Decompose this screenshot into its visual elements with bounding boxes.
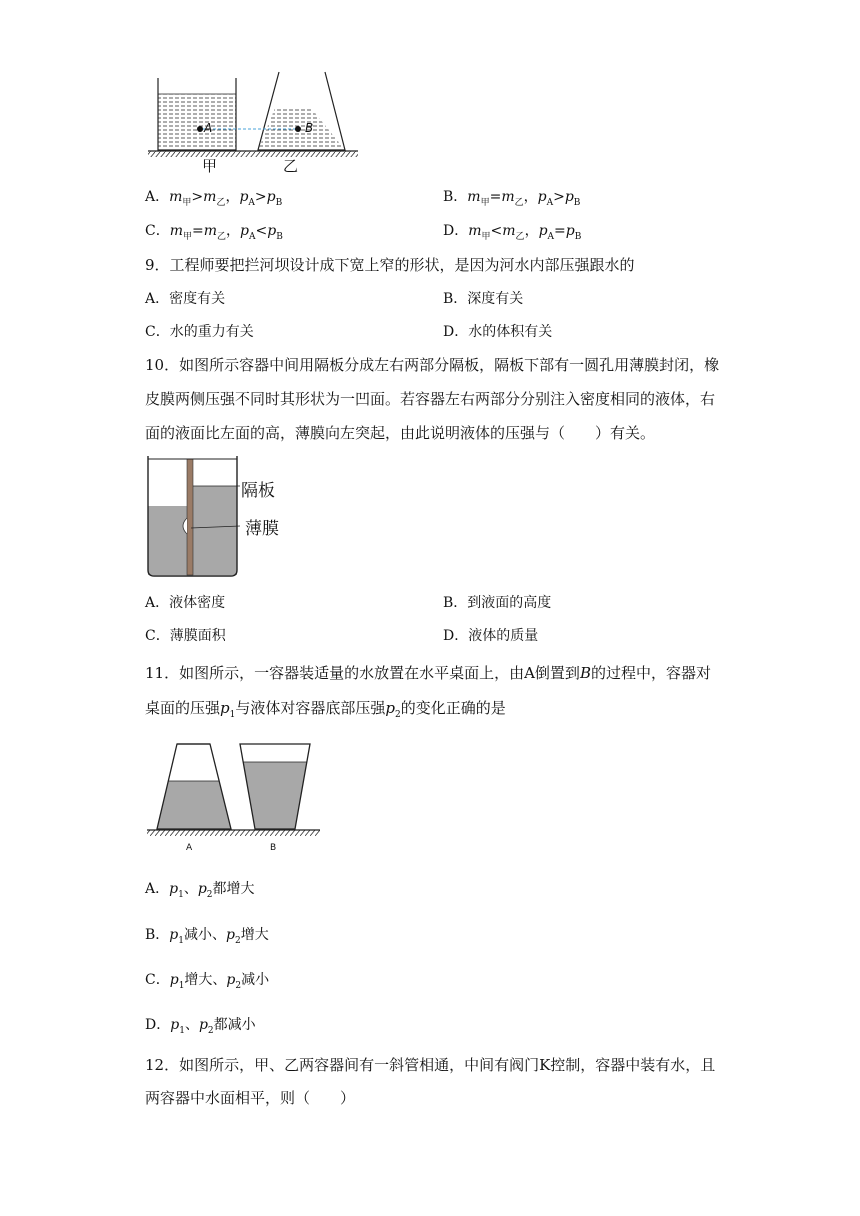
q9-option-d[interactable]: D．水的体积有关: [443, 324, 553, 340]
point-b-label: B: [305, 121, 314, 135]
figure-label-yi: 乙: [283, 157, 299, 175]
q10-option-a[interactable]: A．液体密度: [145, 595, 226, 611]
figure-label-a: A: [186, 843, 193, 853]
q8-option-d[interactable]: D．$m_甲<m_乙$，$p_A=p_B$: [443, 223, 582, 242]
q10-option-c[interactable]: C．薄膜面积: [145, 628, 226, 644]
figure-label-jia: 甲: [202, 157, 218, 175]
q8-option-a[interactable]: A．$m_甲>m_乙$，$p_A>p_B$: [145, 189, 283, 208]
q10-option-d[interactable]: D．液体的质量: [443, 628, 539, 644]
q11-option-d[interactable]: D．$p_1$、$p_2$都减小: [145, 1017, 256, 1036]
q9-option-a[interactable]: A．密度有关: [145, 291, 226, 307]
q12-stem-line-2: 两容器中水面相平，则（ ）: [145, 1089, 356, 1107]
q8-option-b[interactable]: B．$m_甲=m_乙$，$p_A>p_B$: [443, 189, 581, 208]
figure-inverted-containers: [145, 740, 323, 836]
label-partition: 隔板: [241, 481, 275, 501]
q11-option-a[interactable]: A．$p_1$、$p_2$都增大: [145, 881, 255, 900]
q11-option-b[interactable]: B．$p_1$减小、$p_2$增大: [145, 927, 269, 946]
q9-option-c[interactable]: C．水的重力有关: [145, 324, 254, 340]
q9-option-b[interactable]: B．深度有关: [443, 291, 524, 307]
q10-stem-line-1: 10．如图所示容器中间用隔板分成左右两部分隔板，隔板下部有一圆孔用薄膜封闭，橡: [145, 356, 720, 374]
q11-option-c[interactable]: C．$p_1$增大、$p_2$减小: [145, 972, 270, 991]
figure-partition-container: [145, 452, 240, 578]
q12-stem-line-1: 12．如图所示，甲、乙两容器间有一斜管相通，中间有阀门K控制，容器中装有水，且: [145, 1056, 716, 1074]
q10-option-b[interactable]: B．到液面的高度: [443, 595, 552, 611]
q8-option-c[interactable]: C．$m_甲=m_乙$，$p_A<p_B$: [145, 223, 283, 242]
label-membrane: 薄膜: [245, 519, 279, 539]
figure-containers-jia-yi: [145, 68, 370, 178]
q10-stem-line-2: 皮膜两侧压强不同时其形状为一凹面。若容器左右两部分分别注入密度相同的液体，右: [145, 390, 716, 408]
point-a-label: A: [204, 121, 213, 135]
q10-stem-line-3: 面的液面比左面的高，薄膜向左突起，由此说明液体的压强与（ ）有关。: [145, 424, 656, 442]
q11-stem-line-1: 11．如图所示，一容器装适量的水放置在水平桌面上，由A倒置到B的过程中，容器对: [145, 664, 711, 682]
figure-label-b: B: [270, 843, 277, 853]
q11-stem-line-2: 桌面的压强$p_1$与液体对容器底部压强$p_2$的变化正确的是: [145, 699, 506, 720]
q9-stem: 9．工程师要把拦河坝设计成下宽上窄的形状，是因为河水内部压强跟水的: [145, 256, 635, 274]
